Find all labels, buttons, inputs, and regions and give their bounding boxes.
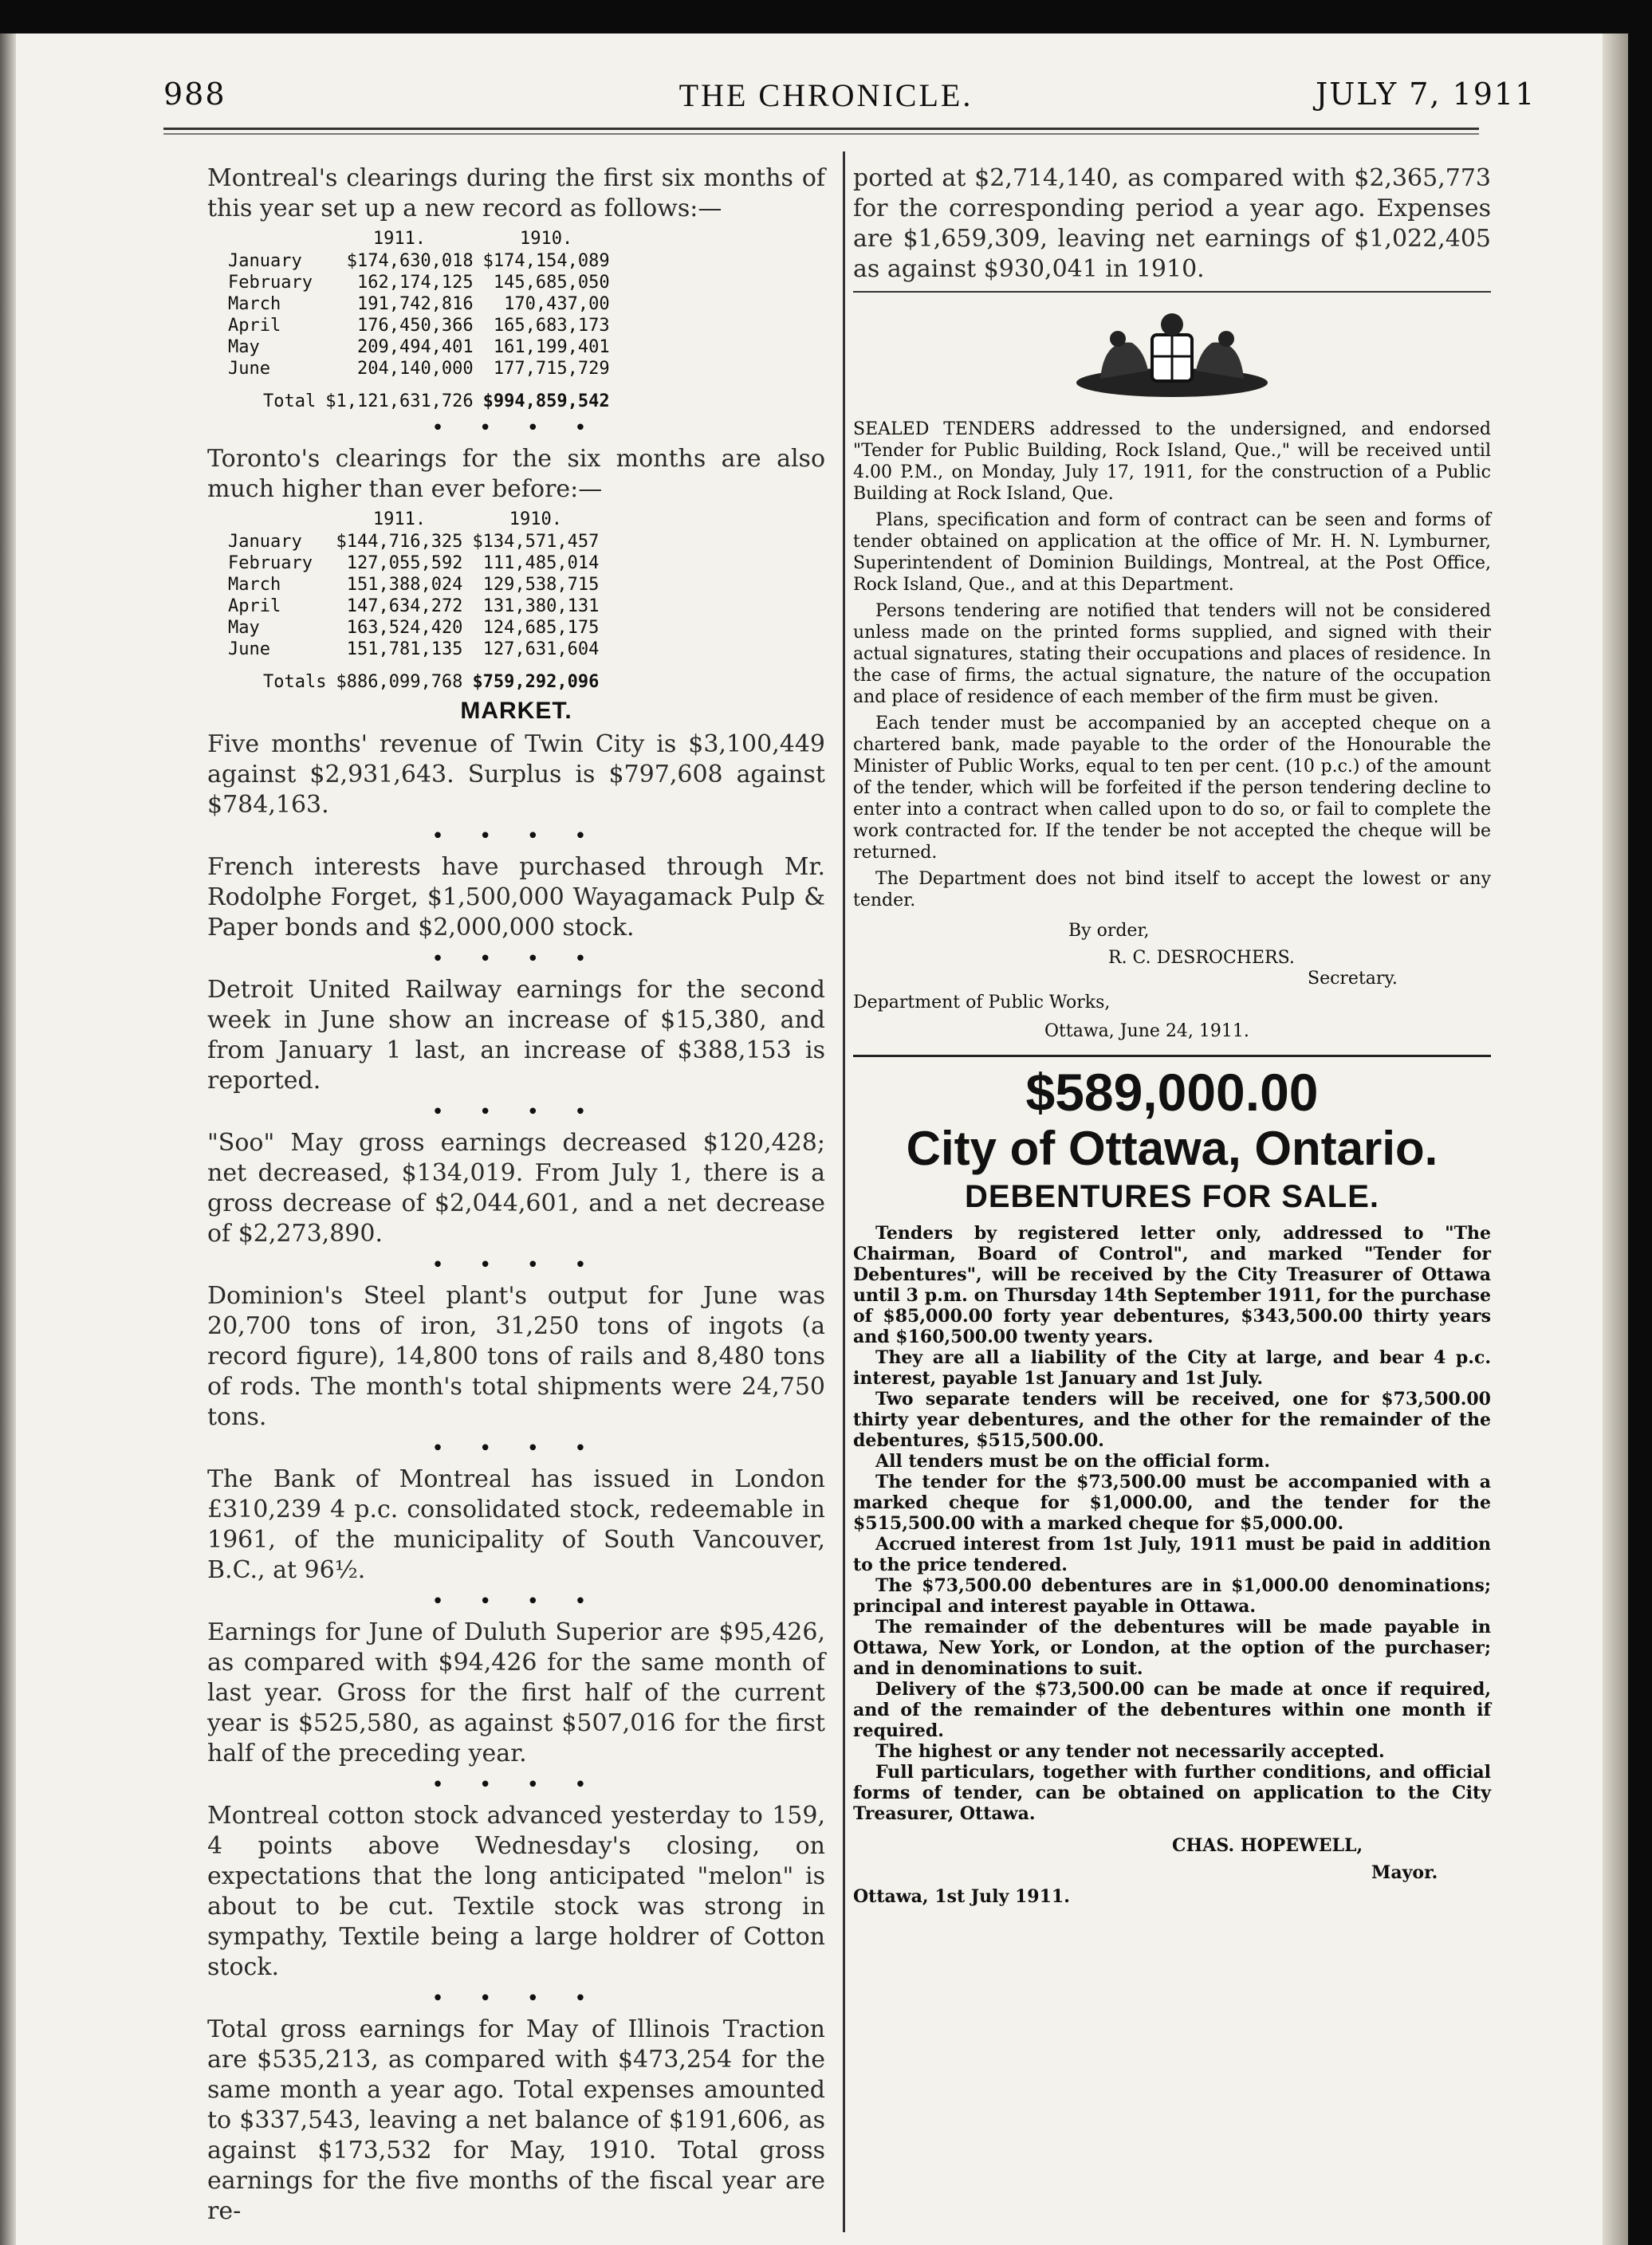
debenture-paragraph: The tender for the $73,500.00 must be accompanied with a marked cheque for $1,000.00, and the tender for the $515,500.00 with a marked cheque for $5,000.00. [853, 1472, 1491, 1534]
debenture-paragraph: Full particulars, together with further conditions, and official forms of tender, can be obtained on application to the City Treasurer, Ottawa. [853, 1762, 1491, 1824]
scan-left-shadow [0, 33, 16, 2245]
scan-right-border [1628, 0, 1652, 2245]
total-row: Total $1,121,631,726 $994,859,542 [263, 391, 610, 411]
debenture-paragraph: They are all a liability of the City at large, and bear 4 p.c. interest, payable 1st January and 1st July. [853, 1347, 1491, 1389]
table-row: June 204,140,000 177,715,729 [228, 359, 610, 379]
section-dots: • • • • [431, 824, 601, 848]
signer-title: Secretary. [1308, 969, 1398, 989]
debenture-date: Ottawa, 1st July 1911. [853, 1886, 1070, 1907]
table-row: May 163,524,420 124,685,175 [228, 618, 600, 638]
tender-notice [853, 419, 1491, 1042]
tender-paragraph: Persons tendering are notified that tenders will not be considered unless made on the printed forms supplied, and signed with their actual signatures, stating their occupations and places of residence. In the case of firms, the actual signature, the nature of the occupation and place of residence of each member of the firm must be given. [853, 601, 1491, 707]
market-heading: MARKET. [460, 698, 572, 724]
section-dots: • • • • [431, 947, 601, 971]
left-column [207, 163, 825, 2227]
year-header: 1911. [372, 229, 427, 249]
debenture-amount: $589,000.00 [1025, 1063, 1319, 1122]
table-row: May 209,494,401 161,199,401 [228, 337, 610, 357]
right-column [853, 163, 1491, 1907]
debenture-city: City of Ottawa, Ontario. [906, 1122, 1438, 1175]
page-number: 988 [163, 77, 226, 112]
debenture-paragraph: Two separate tenders will be received, one for $73,500.00 thirty year debentures, and the other for the remainder of the debentures, $515,500.00. [853, 1389, 1491, 1451]
coat-of-arms [853, 307, 1491, 411]
issue-date: JULY 7, 1911 [1316, 77, 1536, 112]
header-rule [163, 128, 1479, 135]
table-row: April 176,450,366 165,683,173 [228, 316, 610, 336]
table-row: April 147,634,272 131,380,131 [228, 596, 600, 616]
section-rule [853, 291, 1491, 293]
column-divider [843, 151, 845, 2232]
tender-paragraph: The Department does not bind itself to accept the lowest or any tender. [853, 869, 1491, 910]
continuation-text: ported at $2,714,140, as compared with $2,365,773 for the corresponding period a year ago. Expenses are $1,659,309, leaving net earnings of $1,022,405 as against $930,041 in 1910. [853, 164, 1491, 283]
section-dots: • • • • [431, 1253, 601, 1277]
mayor-title: Mayor. [1371, 1862, 1438, 1883]
tender-paragraph: SEALED TENDERS addressed to the undersigned, and endorsed "Tender for Public Building, Rock Island, Que.," will be received until 4.00 P.M., on Monday, July 17, 1911, for the construction of a Public Building at Rock Island, Que. [853, 419, 1491, 504]
debenture-paragraph: The $73,500.00 debentures are in $1,000.00 denominations; principal and interest payable in Ottawa. [853, 1575, 1491, 1617]
news-item: Dominion's Steel plant's output for June was 20,700 tons of iron, 31,250 tons of ingots (a record figure), 14,800 tons of rails and 8,480 tons of rods. The month's total shipments were 24,750 tons. [207, 1282, 825, 1431]
table-row: June 151,781,135 127,631,604 [228, 639, 600, 659]
table-row: March 151,388,024 129,538,715 [228, 575, 600, 595]
page-title: THE CHRONICLE. [678, 77, 974, 113]
year-header: 1910. [509, 509, 563, 529]
department-name: Department of Public Works, [853, 993, 1111, 1012]
coat-of-arms-icon [1068, 307, 1276, 403]
debenture-heading: DEBENTURES FOR SALE. [964, 1179, 1380, 1214]
news-item: Five months' revenue of Twin City is $3,100,449 against $2,931,643. Surplus is $797,608 against $784,163. [207, 730, 825, 819]
table-row: February 127,055,592 111,485,014 [228, 553, 600, 573]
section-dots: • • • • [431, 1773, 601, 1797]
news-item: "Soo" May gross earnings decreased $120,428; net decreased, $134,019. From July 1, there is a gross decrease of $2,044,601, and a net decrease of $2,273,890. [207, 1129, 825, 1248]
section-rule [853, 1055, 1491, 1057]
news-item: Detroit United Railway earnings for the second week in June show an increase of $15,380, and from January 1 last, an increase of $388,153 is reported. [207, 976, 825, 1095]
tender-paragraph: Each tender must be accompanied by an accepted cheque on a chartered bank, made payable to the order of the Honourable the Minister of Public Works, equal to ten per cent. (10 p.c.) of the amount of the tender, which will be forfeited if the person tendering decline to enter into a contract when called upon to do so, or fail to complete the work contracted for. If the tender be not accepted the cheque will be returned. [853, 714, 1491, 863]
debenture-paragraph: The highest or any tender not necessarily accepted. [875, 1741, 1385, 1762]
by-order: By order, [1068, 921, 1150, 941]
scan-top-border [0, 0, 1652, 33]
news-item: Montreal cotton stock advanced yesterday to 159, 4 points above Wednesday's closing, on expectations that the long anticipated "melon" is about to be cut. Textile stock was strong in sympathy, Textile being a large holdrer of Cotton stock. [207, 1802, 825, 1981]
table-row: January $174,630,018 $174,154,089 [228, 251, 610, 271]
section-dots: • • • • [431, 1100, 601, 1124]
mayor-name: CHAS. HOPEWELL, [1172, 1835, 1363, 1856]
toronto-intro: Toronto's clearings for the six months are also much higher than ever before:— [207, 445, 825, 503]
total-row: Totals $886,099,768 $759,292,096 [263, 672, 600, 692]
montreal-intro: Montreal's clearings during the first six months of this year set up a new record as follows:— [207, 164, 825, 222]
debenture-paragraph: Accrued interest from 1st July, 1911 must be paid in addition to the price tendered. [853, 1534, 1491, 1575]
debenture-notice [853, 1223, 1491, 1907]
news-item: Earnings for June of Duluth Superior are $95,426, as compared with $94,426 for the same month of last year. Gross for the first half of the current year is $525,580, as against $507,016 for the first half of the preceding year. [207, 1618, 825, 1767]
news-item: French interests have purchased through Mr. Rodolphe Forget, $1,500,000 Wayagamack Pulp & Paper bonds and $2,000,000 stock. [207, 853, 825, 942]
section-dots: • • • • [431, 1987, 601, 2011]
table-row: February 162,174,125 145,685,050 [228, 273, 610, 293]
montreal-clearings-table [223, 227, 615, 412]
notice-date: Ottawa, June 24, 1911. [1044, 1021, 1249, 1041]
year-header: 1911. [372, 509, 427, 529]
section-dots: • • • • [431, 416, 601, 440]
toronto-clearings-table [223, 508, 604, 693]
debenture-paragraph: The remainder of the debentures will be made payable in Ottawa, New York, or London, at the option of the purchaser; and in denominations to suit. [853, 1617, 1491, 1679]
debenture-paragraph: Tenders by registered letter only, addressed to "The Chairman, Board of Control", and marked "Tender for Debentures", will be received by the City Treasurer of Ottawa until 3 p.m. on Thursday 14th September 1911, for the purchase of $85,000.00 forty year debentures, $343,500.00 thirty years and $160,500.00 twenty years. [853, 1223, 1491, 1347]
year-header: 1910. [520, 229, 573, 249]
table-row: January $144,716,325 $134,571,457 [228, 532, 600, 552]
scan-right-shadow [1603, 33, 1628, 2245]
news-item: The Bank of Montreal has issued in London £310,239 4 p.c. consolidated stock, redeemable in 1961, of the municipality of South Vancouver, B.C., at 96½. [207, 1465, 825, 1584]
debenture-paragraph: Delivery of the $73,500.00 can be made at once if required, and of the remainder of the debentures within one month if required. [853, 1679, 1491, 1741]
news-item: Total gross earnings for May of Illinois Traction are $535,213, as compared with $473,254 for the same month a year ago. Total expenses amounted to $337,543, leaving a net balance of $191,606, as against $173,532 for May, 1910. Total gross earnings for the five months of the fiscal year are re- [207, 2015, 825, 2225]
tender-paragraph: Plans, specification and form of contract can be seen and forms of tender obtained on application at the office of Mr. H. N. Lymburner, Superintendent of Dominion Buildings, Montreal, at the Post Office, Rock Island, Que., and at this Department. [853, 510, 1491, 595]
table-row: March 191,742,816 170,437,00 [228, 294, 610, 314]
section-dots: • • • • [431, 1590, 601, 1614]
section-dots: • • • • [431, 1437, 601, 1461]
signer-name: R. C. DESROCHERS. [1108, 948, 1295, 968]
debenture-paragraph: All tenders must be on the official form. [875, 1451, 1271, 1472]
